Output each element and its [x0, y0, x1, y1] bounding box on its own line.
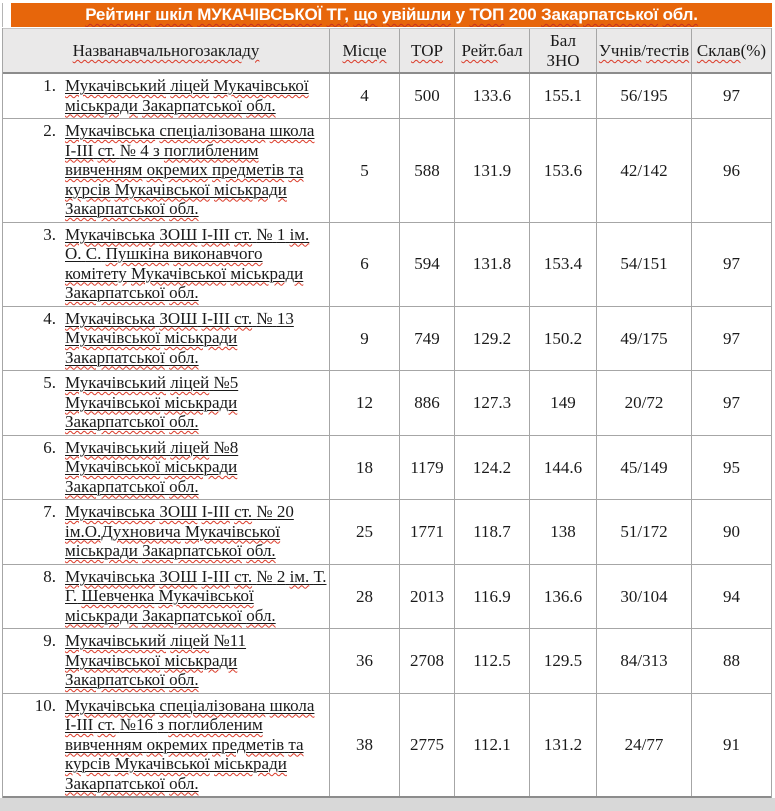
- row-index: 8.: [43, 566, 56, 586]
- spellcheck-squiggle: Закарпатської: [142, 541, 242, 560]
- spellcheck-squiggle: шкіл: [155, 5, 193, 24]
- spellcheck-squiggle: Мукачівської: [114, 754, 210, 773]
- spellcheck-squiggle: Мукачівської: [130, 263, 227, 283]
- school-name-link[interactable]: Мукачівська ЗОШ І-ІІІ ст. № 2 ім. Т. Г. Шевченка Мукачівської міськради Закарпатської обл.: [65, 566, 327, 625]
- row-index: 4.: [43, 308, 56, 328]
- row-index: 5.: [43, 373, 56, 392]
- cell-rating-score: 131.9: [455, 119, 530, 222]
- spellcheck-squiggle: ст.: [234, 224, 253, 244]
- cell-rating-score: 112.5: [455, 629, 530, 693]
- spellcheck-squiggle: Назва: [72, 40, 115, 60]
- spellcheck-squiggle: Мукачівський: [65, 631, 167, 650]
- spellcheck-squiggle: предметів: [212, 734, 285, 754]
- spellcheck-squiggle: міськради: [214, 179, 287, 199]
- spellcheck-squiggle: Шевченка: [81, 586, 155, 605]
- spellcheck-squiggle: ім.: [289, 224, 310, 244]
- cell-top: 749: [400, 307, 455, 371]
- spellcheck-squiggle: Закарпатської: [65, 670, 165, 689]
- table-row: [3, 119, 771, 223]
- spellcheck-squiggle: обл.: [246, 95, 276, 115]
- spellcheck-squiggle: ім.О.Духновича: [65, 521, 181, 541]
- spellcheck-squiggle: вивченням: [65, 734, 143, 754]
- spellcheck-squiggle: Закарпатської: [65, 199, 165, 218]
- spellcheck-squiggle: міськради: [164, 457, 238, 476]
- spellcheck-squiggle: міськради: [65, 541, 138, 560]
- spellcheck-squiggle: предметів: [212, 160, 285, 179]
- cell-school-name: [3, 694, 330, 797]
- col-header-zno-score: Бал ЗНО: [530, 29, 597, 72]
- spellcheck-squiggle: І-ІІІ: [201, 566, 230, 586]
- spellcheck-squiggle: тестів: [646, 40, 690, 60]
- spellcheck-squiggle: обл.: [246, 541, 276, 560]
- school-name-wrap: [65, 76, 327, 115]
- cell-place: 25: [330, 500, 400, 564]
- spellcheck-squiggle: міськради: [214, 754, 287, 773]
- spellcheck-squiggle: міськради: [164, 650, 238, 670]
- spellcheck-squiggle: Закарпатської: [65, 773, 165, 793]
- spellcheck-squiggle: Мукачівської: [184, 521, 281, 541]
- cell-rating-score: 127.3: [455, 371, 530, 435]
- spellcheck-squiggle: ліцей: [170, 373, 210, 392]
- school-name-wrap: [65, 567, 327, 626]
- spellcheck-squiggle: обл.: [169, 476, 199, 496]
- table-row: [3, 565, 771, 630]
- school-name-wrap: [65, 373, 327, 432]
- school-name-wrap: [65, 121, 327, 219]
- spellcheck-squiggle: окремих: [146, 160, 208, 179]
- spellcheck-squiggle: закладу: [203, 40, 260, 60]
- cell-place: 38: [330, 694, 400, 797]
- spellcheck-squiggle: Мукачівської: [65, 457, 161, 476]
- cell-place: 28: [330, 565, 400, 629]
- spellcheck-squiggle: Мукачівський: [65, 437, 167, 457]
- bottom-strip: [0, 798, 775, 811]
- school-name-link[interactable]: Мукачівська спеціалізована школа І-ІІІ ст. №16 з поглибленим вивченням окремих предметів та курсів Мукачівської міськради Закарпатської обл.: [65, 695, 315, 793]
- cell-school-name: [3, 371, 330, 435]
- spellcheck-squiggle: що: [353, 5, 378, 24]
- spellcheck-squiggle: ЗОШ: [159, 224, 198, 244]
- cell-place: 4: [330, 74, 400, 118]
- table-header-row: [3, 28, 771, 72]
- cell-rating-score: 116.9: [455, 565, 530, 629]
- table-row: [3, 371, 771, 436]
- spellcheck-squiggle: Склав: [696, 40, 741, 60]
- spellcheck-squiggle: ст.: [97, 140, 116, 160]
- cell-top: 2013: [400, 565, 455, 629]
- spellcheck-squiggle: Місце: [342, 40, 387, 60]
- school-name-link[interactable]: [65, 76, 309, 115]
- table-row: [3, 436, 771, 501]
- spellcheck-squiggle: ЗОШ: [159, 308, 198, 328]
- spellcheck-squiggle: І-ІІІ: [65, 715, 94, 734]
- cell-completion-pct: 94: [723, 586, 740, 606]
- cell-rating-score: 118.7: [455, 500, 530, 564]
- spellcheck-squiggle: окремих: [146, 734, 208, 754]
- spellcheck-squiggle: поглибленим: [163, 140, 259, 160]
- spellcheck-squiggle: обл.: [246, 605, 276, 625]
- spellcheck-squiggle: обл.: [169, 412, 199, 431]
- cell-school-name: [3, 223, 330, 306]
- spellcheck-squiggle: увійшли: [381, 5, 452, 24]
- cell-students-tests: 49/175: [597, 307, 692, 371]
- cell-school-name: [3, 307, 330, 371]
- spellcheck-squiggle: ст.: [234, 502, 253, 521]
- spellcheck-squiggle: Мукачівська: [65, 566, 156, 586]
- cell-rating-score: 124.2: [455, 436, 530, 500]
- cell-completion-pct: 90: [723, 522, 740, 541]
- spellcheck-squiggle: І-ІІІ: [201, 308, 230, 328]
- table-row: [3, 223, 771, 307]
- cell-zno-score: 144.6: [530, 436, 597, 500]
- cell-place: 6: [330, 223, 400, 306]
- spellcheck-squiggle: ліцей: [170, 76, 210, 95]
- school-name-link[interactable]: Мукачівська ЗОШ І-ІІІ ст. № 13 Мукачівської міськради Закарпатської обл.: [65, 308, 294, 367]
- spellcheck-squiggle: Закарпатської: [541, 5, 659, 24]
- spellcheck-squiggle: ім.: [289, 566, 310, 586]
- row-index: 10.: [34, 695, 56, 715]
- table-row: [3, 694, 771, 797]
- spellcheck-squiggle: виконавчого: [173, 244, 263, 263]
- spellcheck-squiggle: Закарпатської: [65, 283, 165, 302]
- spellcheck-squiggle: МУКАЧІВСЬКОЇ: [197, 5, 323, 24]
- spellcheck-squiggle: ст.: [234, 566, 253, 586]
- cell-students-tests: 20/72: [597, 371, 692, 435]
- spellcheck-squiggle: Мукачівський: [65, 76, 167, 95]
- spellcheck-squiggle: ТОП: [469, 5, 505, 24]
- rank-table: [2, 28, 772, 798]
- cell-zno-score: 153.6: [530, 119, 597, 222]
- cell-completion-pct: 91: [723, 735, 740, 754]
- col-header-rating-score: Рейт. бал: [455, 29, 530, 72]
- spellcheck-squiggle: Мукачівської: [114, 179, 210, 199]
- cell-top: 2708: [400, 629, 455, 693]
- spellcheck-squiggle: обл.: [662, 5, 698, 24]
- cell-rating-score: 131.8: [455, 223, 530, 306]
- cell-completion-pct: 97: [723, 328, 740, 348]
- cell-zno-score: 129.5: [530, 629, 597, 693]
- spellcheck-squiggle: ст.: [234, 308, 253, 328]
- spellcheck-squiggle: міськради: [230, 263, 304, 283]
- cell-place: 36: [330, 629, 400, 693]
- spellcheck-squiggle: ліцей: [170, 437, 210, 457]
- cell-top: 594: [400, 223, 455, 306]
- cell-school-name: [3, 629, 330, 693]
- spellcheck-squiggle: І-ІІІ: [201, 224, 230, 244]
- spellcheck-squiggle: Учнів: [598, 40, 642, 60]
- cell-rating-score: 133.6: [455, 74, 530, 118]
- spellcheck-squiggle: Закарпатської: [65, 476, 165, 496]
- spellcheck-squiggle: обл.: [169, 199, 199, 218]
- spellcheck-squiggle: Закарпатської: [65, 347, 165, 367]
- title-bar: [2, 3, 772, 27]
- spellcheck-squiggle: обл.: [169, 283, 199, 302]
- spellcheck-squiggle: І-ІІІ: [65, 140, 94, 160]
- spellcheck-squiggle: міськради: [164, 328, 238, 347]
- cell-completion-pct: 97: [723, 86, 740, 106]
- school-name-link[interactable]: Мукачівський ліцей №5 Мукачівської міськради Закарпатської обл.: [65, 373, 239, 431]
- school-name-link[interactable]: Мукачівська спеціалізована школа І-ІІІ ст. № 4 з поглибленим вивченням окремих предметів та курсів Мукачівської міськради Закарпатської обл.: [65, 121, 315, 218]
- spellcheck-squiggle: школа: [269, 121, 315, 140]
- spellcheck-squiggle: Мукачівської: [65, 392, 161, 412]
- spellcheck-squiggle: Закарпатської: [142, 605, 242, 625]
- spellcheck-squiggle: поглибленим: [168, 715, 263, 734]
- cell-top: 588: [400, 119, 455, 222]
- cell-completion-pct: 88: [723, 651, 740, 670]
- spellcheck-squiggle: Мукачівський: [65, 373, 167, 392]
- cell-students-tests: 42/142: [597, 119, 692, 222]
- spellcheck-squiggle: спеціалізована: [159, 121, 266, 140]
- cell-students-tests: 84/313: [597, 629, 692, 693]
- spellcheck-squiggle: спеціалізована: [159, 695, 266, 715]
- cell-school-name: [3, 74, 330, 118]
- cell-zno-score: 131.2: [530, 694, 597, 797]
- spellcheck-squiggle: вивченням: [65, 160, 143, 179]
- cell-students-tests: 24/77: [597, 694, 692, 797]
- cell-rating-score: 112.1: [455, 694, 530, 797]
- school-name-wrap: [65, 225, 327, 303]
- spellcheck-squiggle: Мукачівська: [65, 502, 156, 521]
- spellcheck-squiggle: Рейтинг: [85, 5, 151, 24]
- table-row: [3, 74, 771, 119]
- school-name-wrap: [65, 696, 327, 794]
- spellcheck-squiggle: Закарпатської: [142, 95, 242, 115]
- table-body: [3, 74, 771, 796]
- cell-students-tests: 51/172: [597, 500, 692, 564]
- table-row: [3, 307, 771, 372]
- spellcheck-squiggle: обл.: [169, 773, 199, 793]
- row-index: 3.: [43, 224, 56, 244]
- school-name-wrap: [65, 309, 327, 368]
- spellcheck-squiggle: ТГ,: [326, 5, 349, 24]
- spellcheck-squiggle: та: [288, 734, 304, 754]
- row-index: 7.: [43, 502, 56, 521]
- cell-completion-pct: 95: [723, 457, 740, 477]
- school-name-wrap: [65, 438, 327, 497]
- spellcheck-squiggle: ст.: [97, 715, 116, 734]
- col-header-school-name: [3, 29, 330, 72]
- cell-zno-score: 153.4: [530, 223, 597, 306]
- cell-school-name: [3, 565, 330, 629]
- cell-zno-score: 155.1: [530, 74, 597, 118]
- col-header-completion-pct: Склав (%): [696, 40, 767, 60]
- spellcheck-squiggle: курсів: [65, 179, 111, 199]
- school-name-wrap: [65, 502, 327, 561]
- school-name-link[interactable]: Мукачівський ліцей №8 Мукачівської міськради Закарпатської обл.: [65, 437, 239, 496]
- school-name-link[interactable]: Мукачівська ЗОШ І-ІІІ ст. № 1 ім. О. С. Пушкіна виконавчого комітету Мукачівської міськради Закарпатської обл.: [65, 224, 310, 302]
- school-name-link[interactable]: Мукачівська ЗОШ І-ІІІ ст. № 20 ім.О.Духновича Мукачівської міськради Закарпатської обл.: [65, 502, 294, 560]
- spellcheck-squiggle: Рейт.: [461, 40, 498, 60]
- col-header-place: [330, 29, 400, 72]
- spellcheck-squiggle: ЗОШ: [159, 566, 198, 586]
- spellcheck-squiggle: обл.: [169, 670, 199, 689]
- cell-completion-pct: 96: [723, 160, 740, 180]
- cell-school-name: [3, 119, 330, 222]
- cell-students-tests: 56/195: [597, 74, 692, 118]
- cell-rating-score: 129.2: [455, 307, 530, 371]
- row-index: 6.: [43, 437, 56, 457]
- cell-top: 500: [400, 74, 455, 118]
- cell-students-tests: 45/149: [597, 436, 692, 500]
- cell-top: 1771: [400, 500, 455, 564]
- cell-completion-pct: 97: [723, 393, 740, 412]
- cell-place: 12: [330, 371, 400, 435]
- school-name-wrap: [65, 631, 327, 690]
- spellcheck-squiggle: та: [288, 160, 304, 179]
- spellcheck-squiggle: Закарпатської: [65, 412, 165, 431]
- spellcheck-squiggle: ТОР: [411, 40, 443, 60]
- spellcheck-squiggle: міськради: [65, 95, 138, 115]
- table-row: [3, 629, 771, 694]
- spellcheck-squiggle: міськради: [164, 392, 238, 412]
- cell-zno-score: 150.2: [530, 307, 597, 371]
- row-index: 2.: [43, 121, 56, 140]
- row-index: 9.: [43, 631, 56, 650]
- cell-zno-score: 136.6: [530, 565, 597, 629]
- cell-students-tests: 30/104: [597, 565, 692, 629]
- spellcheck-squiggle: школа: [269, 695, 315, 715]
- cell-zno-score: 138: [530, 500, 597, 564]
- title-stub-cell: [2, 3, 11, 27]
- spellcheck-squiggle: Мукачівська: [65, 224, 156, 244]
- spellcheck-squiggle: Мукачівська: [65, 695, 156, 715]
- spellcheck-squiggle: ЗОШ: [159, 502, 198, 521]
- spellcheck-squiggle: комітету: [65, 263, 127, 283]
- cell-place: 5: [330, 119, 400, 222]
- row-index: 1.: [43, 76, 56, 95]
- cell-top: 886: [400, 371, 455, 435]
- spellcheck-squiggle: Мукачівської: [65, 650, 161, 670]
- spellcheck-squiggle: Мукачівської: [158, 586, 254, 605]
- spellcheck-squiggle: Мукачівська: [65, 121, 156, 140]
- cell-zno-score: 149: [530, 371, 597, 435]
- col-header-top: [400, 29, 455, 72]
- cell-place: 18: [330, 436, 400, 500]
- spellcheck-squiggle: ліцей: [170, 631, 210, 650]
- page-title: Рейтинг шкіл МУКАЧІВСЬКОЇ ТГ, що увійшли у ТОП 200 Закарпатської обл.: [11, 3, 772, 27]
- spellcheck-squiggle: навчального: [114, 40, 204, 60]
- cell-school-name: [3, 500, 330, 564]
- cell-place: 9: [330, 307, 400, 371]
- spellcheck-squiggle: І-ІІІ: [201, 502, 230, 521]
- cell-top: 1179: [400, 436, 455, 500]
- cell-top: 2775: [400, 694, 455, 797]
- spellcheck-squiggle: міськради: [65, 605, 138, 625]
- cell-completion-pct: 97: [723, 254, 740, 274]
- spellcheck-squiggle: Мукачівська: [65, 308, 156, 328]
- spellcheck-squiggle: Пушкіна: [105, 244, 170, 263]
- spellcheck-squiggle: курсів: [65, 754, 111, 773]
- table-row: [3, 500, 771, 565]
- col-header-students-tests: Учнів / тестів: [597, 29, 692, 72]
- cell-students-tests: 54/151: [597, 223, 692, 306]
- spellcheck-squiggle: Мукачівської: [65, 328, 161, 347]
- spellcheck-squiggle: Мукачівської: [213, 76, 309, 95]
- cell-school-name: [3, 436, 330, 500]
- school-name-link[interactable]: Мукачівський ліцей №11 Мукачівської міськради Закарпатської обл.: [65, 631, 247, 689]
- spellcheck-squiggle: обл.: [169, 347, 199, 367]
